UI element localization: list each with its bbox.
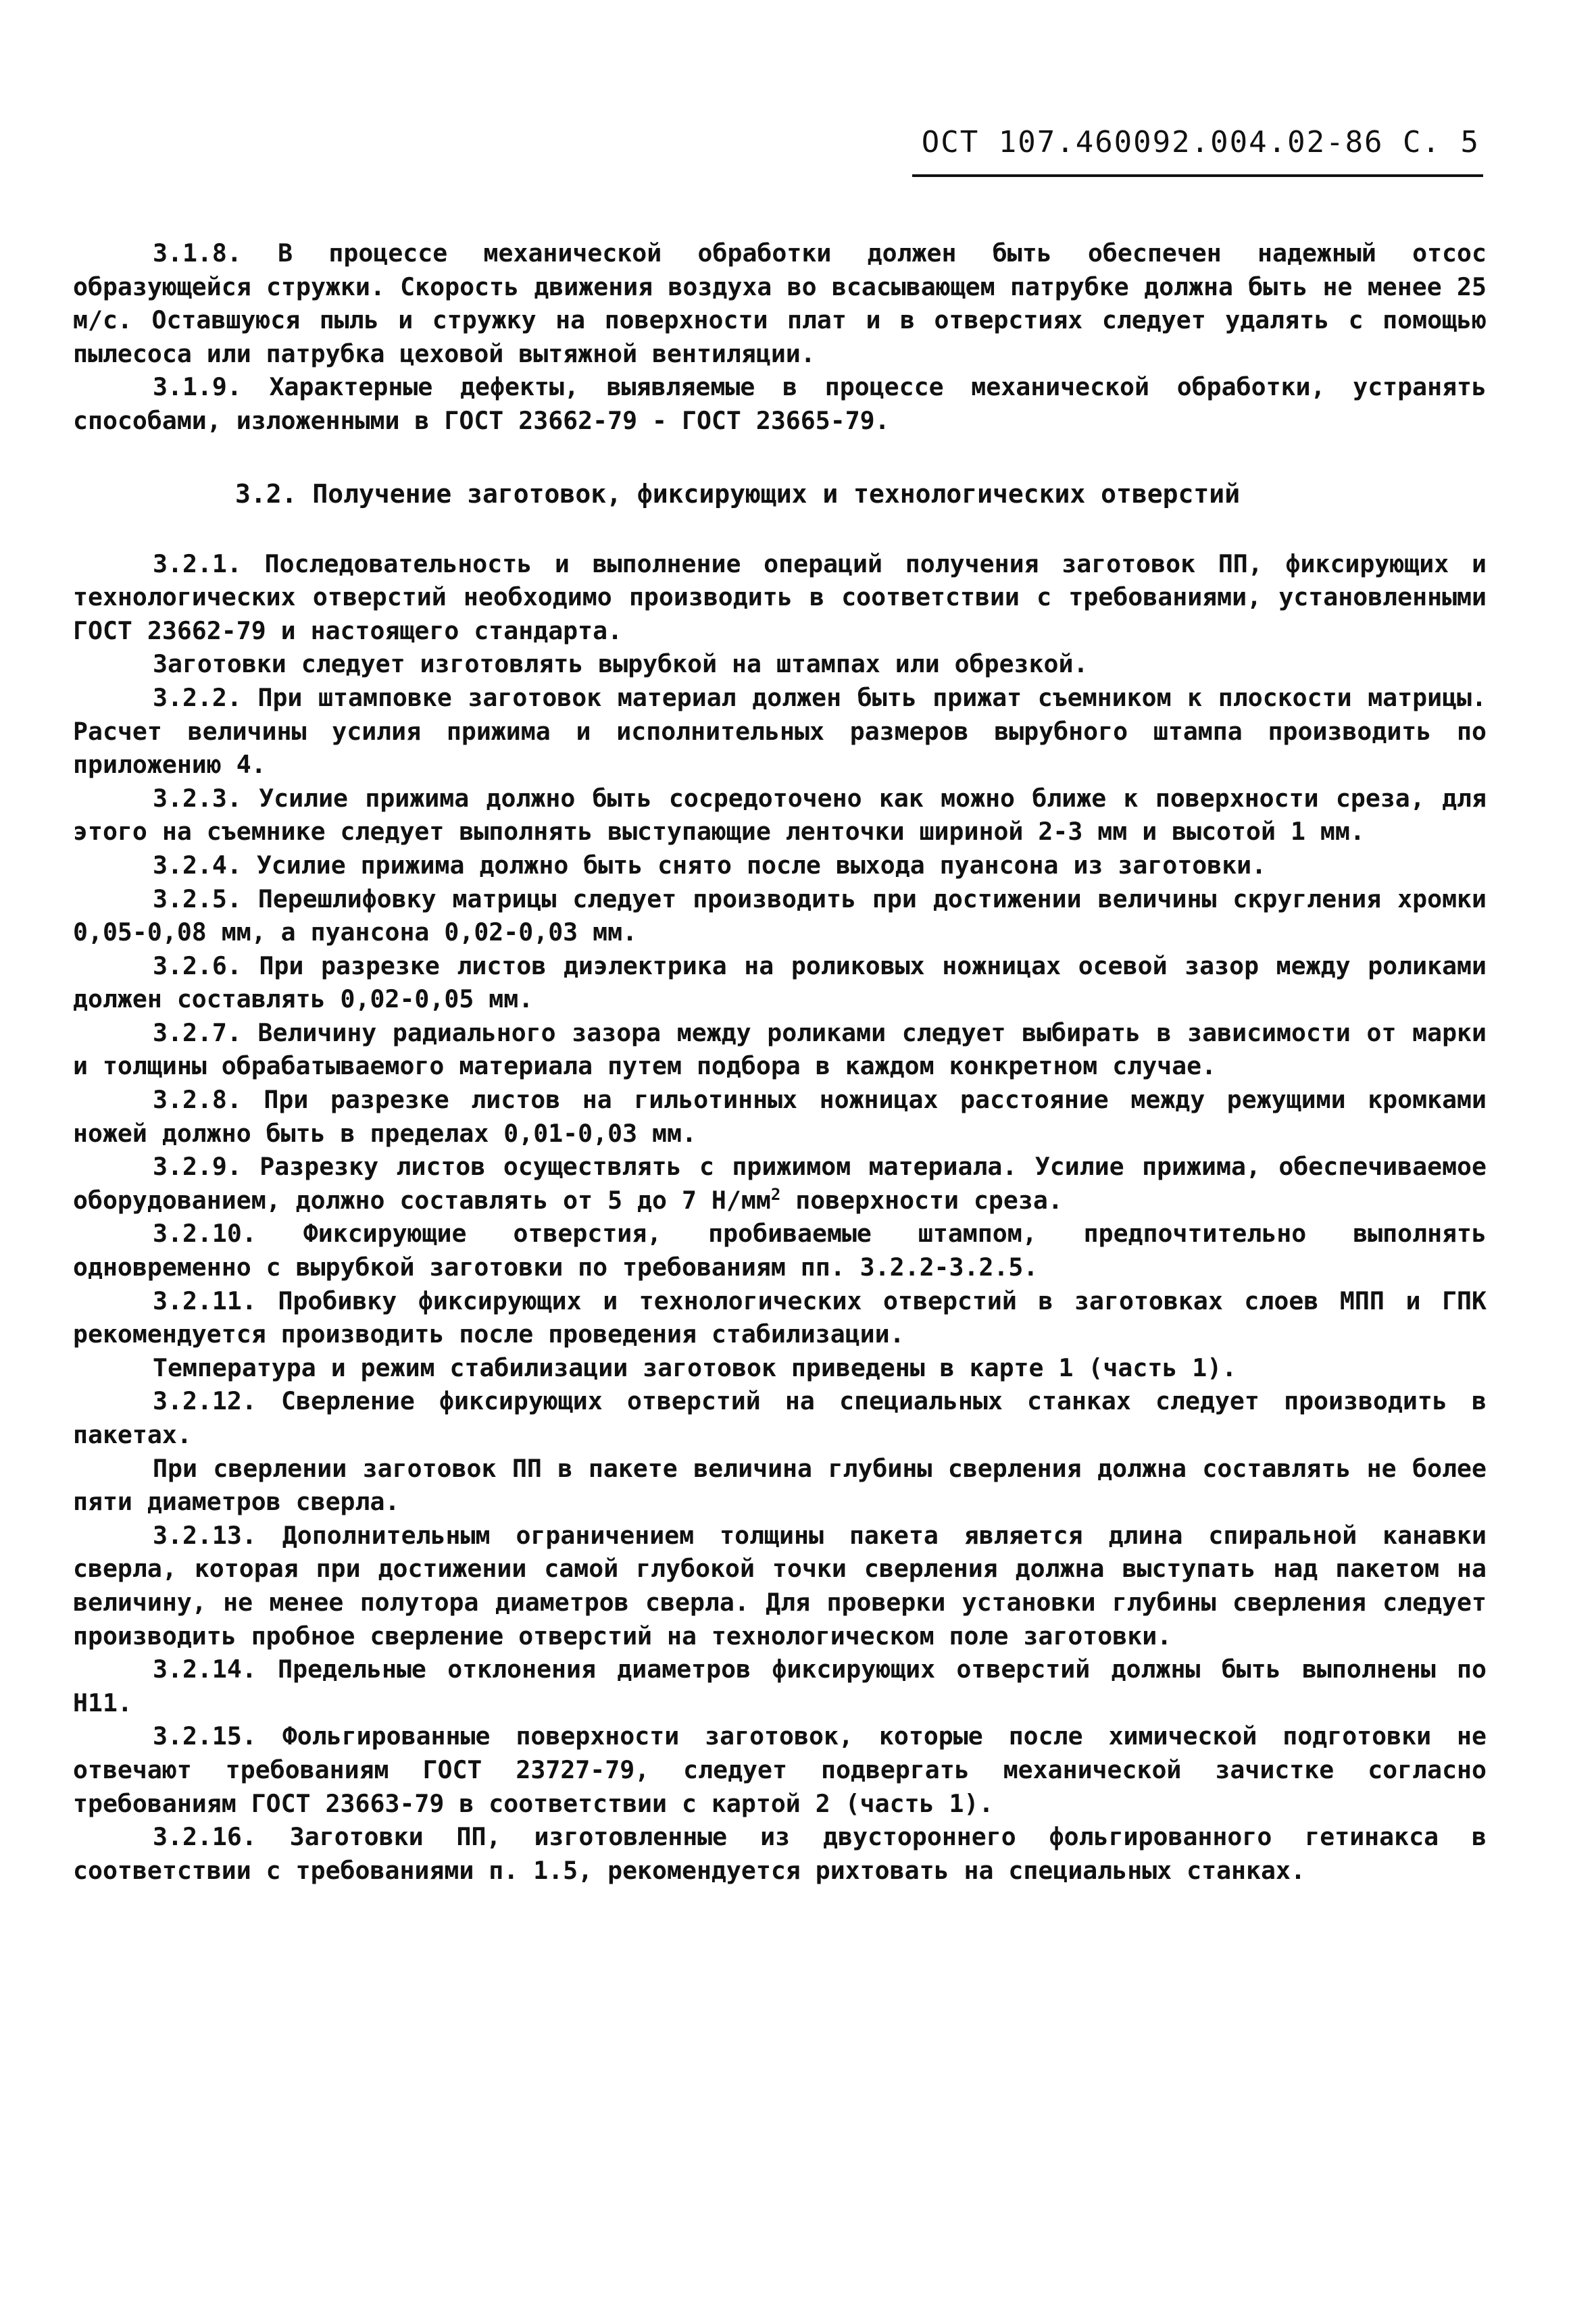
paragraph-3-2-3: 3.2.3. Усилие прижима должно быть сосредоточено как можно ближе к поверхности среза, для этого на съемнике следует выполнять выступающие ленточки шириной 2-3 мм и высотой 1 мм. xyxy=(73,783,1487,847)
paragraph-3-2-2: 3.2.2. При штамповке заготовок материал должен быть прижат съемником к плоскости матрицы. Расчет величины усилия прижима и исполнительных размеров вырубного штампа производить по приложению 4. xyxy=(73,682,1487,780)
paragraph-3-2-6: 3.2.6. При разрезке листов диэлектрика на роликовых ножницах осевой зазор между роликами должен составлять 0,02-0,05 мм. xyxy=(73,951,1487,1014)
paragraph-3-2-1: 3.2.1. Последовательность и выполнение операций получения заготовок ПП, фиксирующих и технологических отверстий необходимо производить в соответствии с требованиями, установленными ГОСТ 23662-79 и настоящего стандарта. xyxy=(73,549,1487,645)
paragraph-3-2-16: 3.2.16. Заготовки ПП, изготовленные из двустороннего фольгированного гетинакса в соответствии с требованиями п. 1.5, рекомендуется рихтовать на специальных станках. xyxy=(73,1822,1487,1885)
paragraph-stabilization: Температура и режим стабилизации заготовок приведены в карте 1 (часть 1). xyxy=(153,1353,1237,1382)
section-heading: 3.2. Получение заготовок, фиксирующих и технологических отверстий xyxy=(235,478,1241,509)
paragraph-3-2-13: 3.2.13. Дополнительным ограничением толщины пакета является длина спиральной канавки сверла, которая при достижении самой глубокой точки сверления должна выступать над пакетом на величину, не менее полутора диаметров сверла. Для проверки установки глубины сверления следует производить пробное сверление отверстий на технологическом поле заготовки. xyxy=(73,1520,1487,1651)
paragraph-3-2-5: 3.2.5. Перешлифовку матрицы следует производить при достижении величины скругления хромки 0,05-0,08 мм, а пуансона 0,02-0,03 мм. xyxy=(73,884,1487,947)
paragraph-drilling-depth: При сверлении заготовок ПП в пакете величина глубины сверления должна составлять не более пяти диаметров сверла. xyxy=(73,1453,1487,1517)
paragraph-3-2-9 xyxy=(73,1150,1487,1217)
paragraph-3-2-8: 3.2.8. При разрезке листов на гильотинных ножницах расстояние между режущими кромками ножей должно быть в пределах 0,01-0,03 мм. xyxy=(73,1085,1487,1148)
paragraph-3-2-11: 3.2.11. Пробивку фиксирующих и технологических отверстий в заготовках слоев МПП и ГПК рекомендуется производить после проведения стабилизации. xyxy=(73,1286,1487,1349)
paragraph-3-2-14: 3.2.14. Предельные отклонения диаметров фиксирующих отверстий должны быть выполнены по Н11. xyxy=(73,1655,1487,1717)
paragraph-3-1-9: 3.1.9. Характерные дефекты, выявляемые в процессе механической обработки, устранять способами, изложенными в ГОСТ 23662-79 - ГОСТ 23665-79. xyxy=(73,372,1487,435)
document-header-code: ОСТ 107.460092.004.02-86 С. 5 xyxy=(921,125,1480,159)
paragraph-3-1-8: 3.1.8. В процессе механической обработки должен быть обеспечен надежный отсос образующейся стружки. Скорость движения воздуха во всасывающем патрубке должна быть не менее 25 м/с. Оставшуюся пыль и стружку на поверхности плат и в отверстиях следует удалять с помощью пылесоса или патрубка цеховой вытяжной вентиляции. xyxy=(73,238,1487,368)
paragraph-3-2-7: 3.2.7. Величину радиального зазора между роликами следует выбирать в зависимости от марки и толщины обрабатываемого материала путем подбора в каждом конкретном случае. xyxy=(73,1017,1487,1081)
header-underline xyxy=(912,174,1483,177)
paragraph-3-2-9-tail: поверхности среза. xyxy=(780,1185,1063,1215)
document-body xyxy=(73,236,1487,1887)
paragraph-3-2-12: 3.2.12. Сверление фиксирующих отверстий на специальных станках следует производить в пакетах. xyxy=(73,1386,1487,1449)
paragraph-3-2-10: 3.2.10. Фиксирующие отверстия, пробиваемые штампом, предпочтительно выполнять одновременно с вырубкой заготовки по требованиям пп. 3.2.2-3.2.5. xyxy=(73,1219,1487,1282)
paragraph-3-2-4: 3.2.4. Усилие прижима должно быть снято после выхода пуансона из заготовки. xyxy=(153,850,1267,880)
paragraph-3-2-15: 3.2.15. Фольгированные поверхности заготовок, которые после химической подготовки не отвечают требованиям ГОСТ 23727-79, следует подвергать механической зачистке согласно требованиям ГОСТ 23663-79 в соответствии с картой 2 (часть 1). xyxy=(73,1721,1487,1818)
paragraph-blanks: Заготовки следует изготовлять вырубкой на штампах или обрезкой. xyxy=(153,649,1089,679)
paragraph-3-2-9-text: 3.2.9. Разрезку листов осуществлять с прижимом материала. Усилие прижима, обеспечиваемое оборудованием, должно составлять от 5 до 7 Н/мм xyxy=(73,1152,1487,1215)
superscript-2: 2 xyxy=(770,1184,781,1204)
